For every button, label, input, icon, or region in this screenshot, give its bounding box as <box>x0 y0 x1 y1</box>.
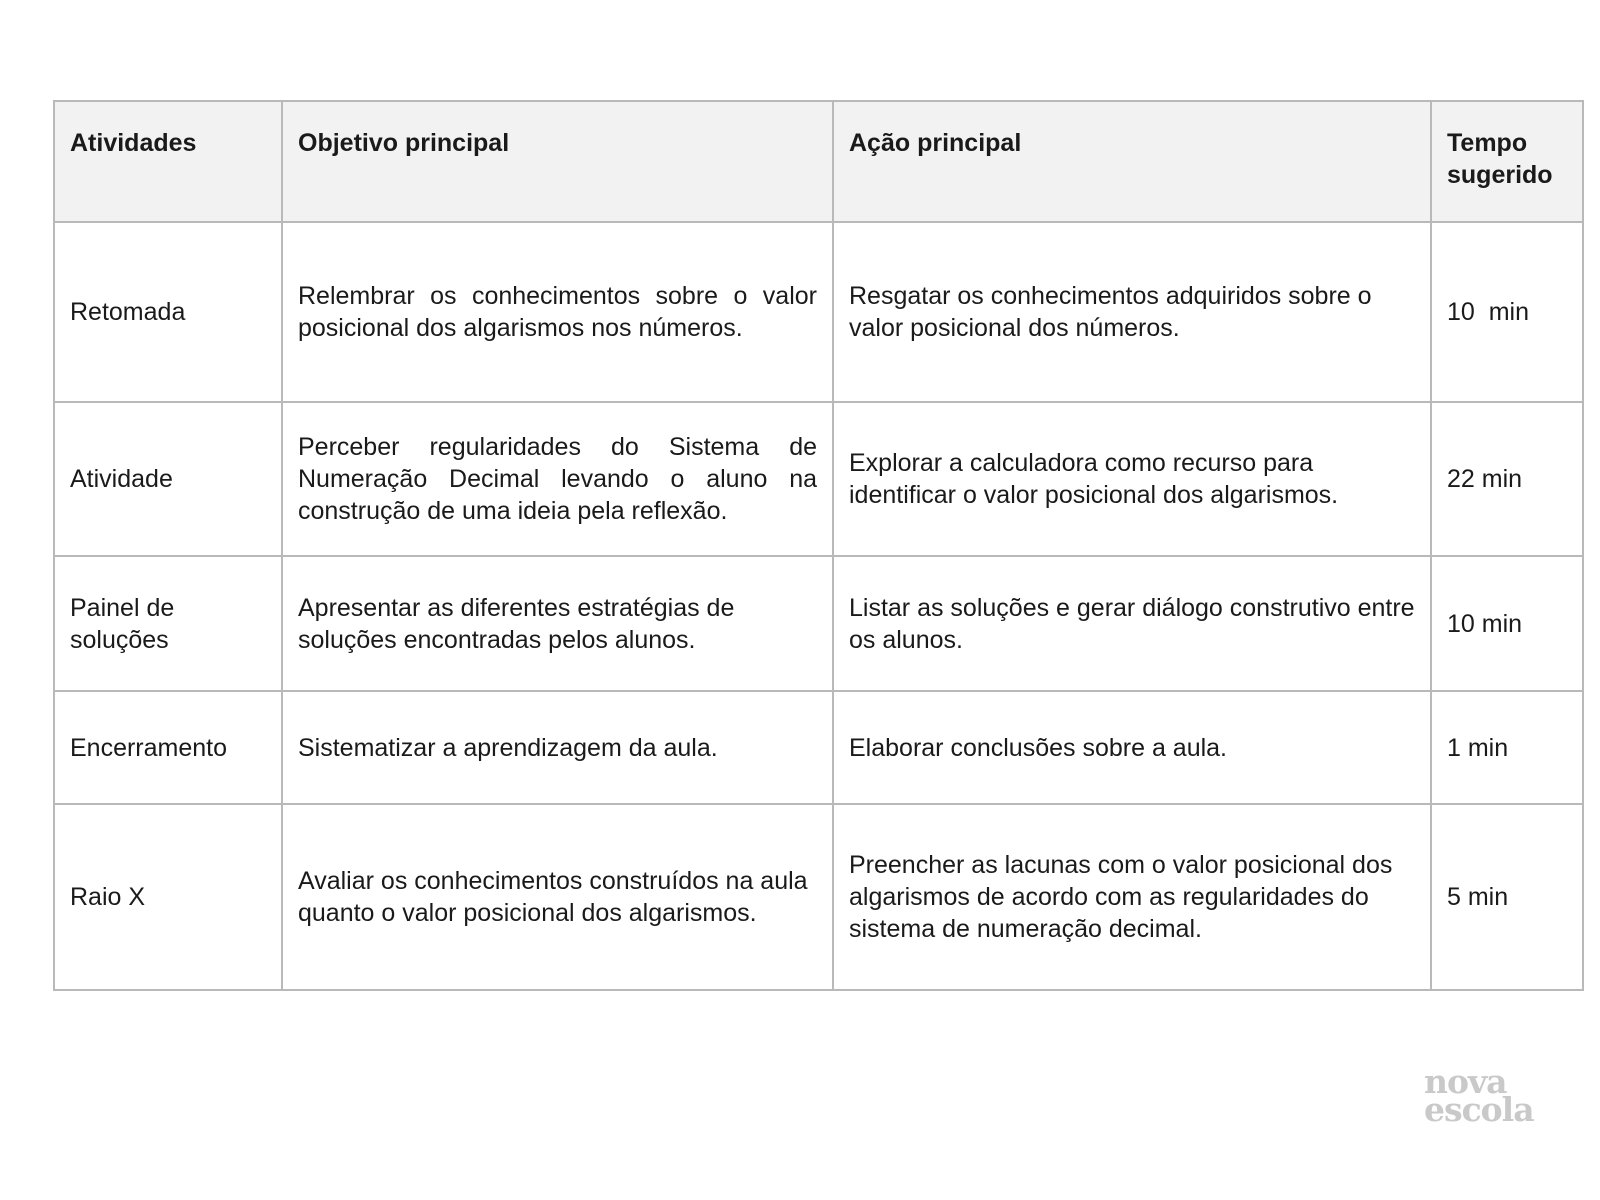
header-atividades: Atividades <box>54 101 282 222</box>
cell-action: Listar as soluções e gerar diálogo construtivo entre os alunos. <box>833 556 1431 691</box>
cell-time: 22 min <box>1431 402 1583 556</box>
header-objetivo: Objetivo principal <box>282 101 833 222</box>
table-row <box>54 402 1583 556</box>
table-row <box>54 804 1583 990</box>
header-tempo: Tempo sugerido <box>1431 101 1583 222</box>
logo-line-escola: escola <box>1424 1090 1534 1129</box>
table-header-row <box>54 101 1583 222</box>
cell-time: 10 min <box>1431 556 1583 691</box>
table-row <box>54 691 1583 804</box>
logo-line-nova: nova <box>1424 1062 1507 1101</box>
cell-activity: Retomada <box>54 222 282 402</box>
cell-activity: Raio X <box>54 804 282 990</box>
cell-objective: Apresentar as diferentes estratégias de soluções encontradas pelos alunos. <box>282 556 833 691</box>
table-row <box>54 222 1583 402</box>
cell-time: 5 min <box>1431 804 1583 990</box>
cell-objective: Avaliar os conhecimentos construídos na aula quanto o valor posicional dos algarismos. <box>282 804 833 990</box>
cell-action: Preencher as lacunas com o valor posicional dos algarismos de acordo com as regularidades do sistema de numeração decimal. <box>833 804 1431 990</box>
cell-objective: Sistematizar a aprendizagem da aula. <box>282 691 833 804</box>
lesson-plan-table-container <box>53 100 1582 991</box>
cell-objective: Relembrar os conhecimentos sobre o valor posicional dos algarismos nos números. <box>282 222 833 402</box>
cell-action: Elaborar conclusões sobre a aula. <box>833 691 1431 804</box>
cell-action: Explorar a calculadora como recurso para identificar o valor posicional dos algarismos. <box>833 402 1431 556</box>
cell-activity: Encerramento <box>54 691 282 804</box>
cell-action: Resgatar os conhecimentos adquiridos sobre o valor posicional dos números. <box>833 222 1431 402</box>
cell-time: 1 min <box>1431 691 1583 804</box>
nova-escola-logo <box>1424 1062 1534 1129</box>
table-row <box>54 556 1583 691</box>
lesson-plan-table <box>53 100 1584 991</box>
cell-activity: Painel de soluções <box>54 556 282 691</box>
cell-activity: Atividade <box>54 402 282 556</box>
cell-time: 10 min <box>1431 222 1583 402</box>
header-acao: Ação principal <box>833 101 1431 222</box>
cell-objective: Perceber regularidades do Sistema de Numeração Decimal levando o aluno na construção de uma ideia pela reflexão. <box>282 402 833 556</box>
